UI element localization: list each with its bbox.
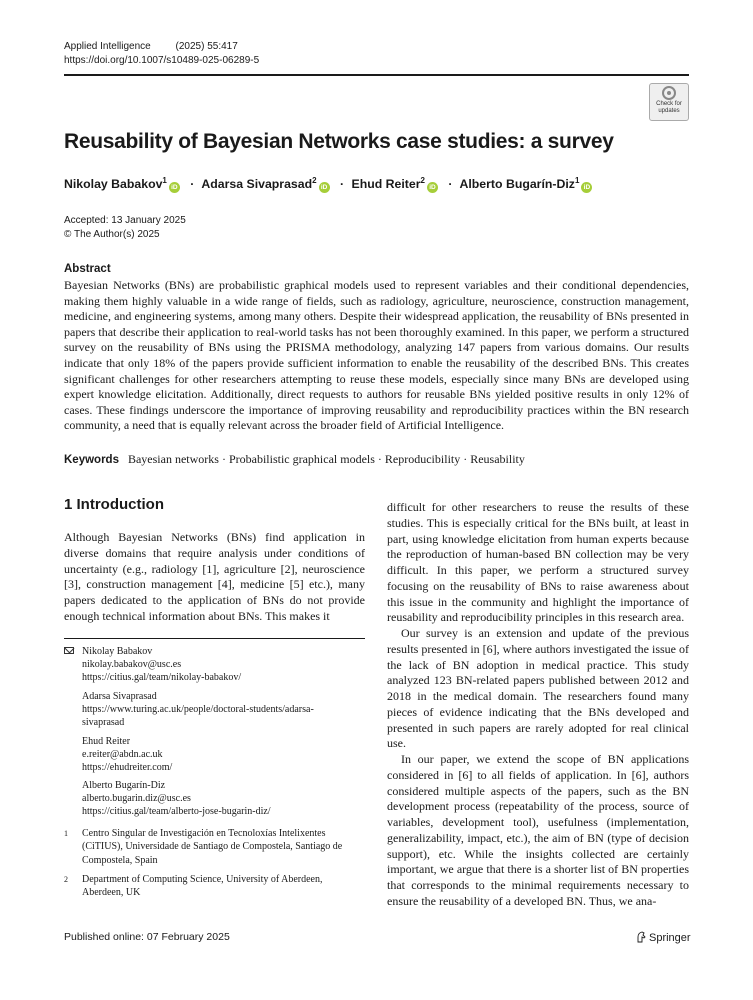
- publisher-logo: [636, 931, 691, 944]
- author-separator: ·: [190, 177, 195, 192]
- contact-name: Ehud Reiter: [82, 736, 131, 747]
- author-name[interactable]: Alberto Bugarín-Diz: [459, 177, 575, 192]
- contact-url[interactable]: https://www.turing.ac.uk/people/doctoral-students/adarsa-: [82, 704, 314, 716]
- contact-email[interactable]: alberto.bugarin.diz@usc.es: [82, 793, 191, 805]
- badge-line-1: Check for: [656, 101, 682, 107]
- contact-block-bugarin: [64, 779, 271, 819]
- orcid-icon[interactable]: iD: [427, 182, 438, 193]
- orcid-icon[interactable]: iD: [581, 182, 592, 193]
- section-heading-introduction: 1 Introduction: [64, 496, 164, 513]
- intro-left-paragraph: Although Bayesian Networks (BNs) find application in diverse domains that require analysis under conditions of uncertainty (e.g., radiology [1], agriculture [2], neuroscience [3], construction management [4], medicine [5] etc.), many papers dedicated to the application of BNs do not provide enough technical information about BNs. This makes it: [64, 530, 365, 623]
- intro-paragraph: difficult for other researchers to reuse the results of these studies. This is especially critical for the BNs built, at least in part, using knowledge elicitation from human experts because the reproduction of human-based BN collection may be very difficult. In this paper, we perform a structured survey focusing on the reusability of BNs to raise awareness about this issue in the community and highlight the importance of reusability and reproducibility principles in this research area.: [387, 500, 689, 625]
- accepted-date: Accepted: 13 January 2025: [64, 215, 186, 226]
- check-for-updates-badge[interactable]: [649, 83, 689, 121]
- author-list: [64, 176, 595, 193]
- contact-block-sivaprasad: [64, 690, 314, 730]
- contact-url[interactable]: https://ehudreiter.com/: [82, 762, 173, 774]
- doi-link[interactable]: https://doi.org/10.1007/s10489-025-06289-5: [64, 55, 260, 66]
- author-separator: ·: [339, 177, 345, 192]
- journal-citation: [64, 41, 238, 52]
- badge-line-2: updates: [658, 107, 680, 114]
- journal-name: Applied Intelligence: [64, 41, 151, 52]
- contact-email[interactable]: nikolay.babakov@usc.es: [82, 659, 182, 671]
- author-name[interactable]: Adarsa Sivaprasad: [201, 177, 313, 192]
- author-affiliation-mark: 1: [162, 176, 167, 185]
- author-affiliation-mark: 2: [420, 176, 425, 185]
- keywords-label: Keywords: [64, 454, 119, 466]
- abstract-body: Bayesian Networks (BNs) are probabilistic graphical models used to represent variables and their conditional dependencies, making them highly valuable in a wide range of fields, such as radiology, agriculture, neuroscience, construction management, medicine, and engineering systems, among many others. Despite their widespread application, the reusability of BNs presented in papers that describe their application to real-world tasks has not been thoroughly examined. In this paper, we perform a structured survey on the reusability of BNs using the PRISMA methodology, analyzing 147 papers from various domains. Our results indicate that only 18% of the papers provide sufficient information to enable the reusability of the described BNs. This creates significant challenges for other researchers attempting to reuse these models, especially since many BNs are developed using expert knowledge elicitation. Additionally, direct requests to authors for reusable BNs yielded positive results in only 12% of cases. These findings underscore the importance of improving reusability and reproducibility practices within the BN research community, a need that is equally relevant across the broader field of Artificial Intelligence.: [64, 278, 689, 433]
- keywords-list: Bayesian networks · Probabilistic graphical models · Reproducibility · Reusability: [127, 452, 525, 466]
- contact-email[interactable]: e.reiter@abdn.ac.uk: [82, 749, 163, 761]
- author-name[interactable]: Nikolay Babakov: [64, 177, 163, 192]
- keywords-section: [64, 452, 689, 467]
- orcid-icon[interactable]: iD: [169, 182, 180, 193]
- intro-paragraph: Our survey is an extension and update of the previous results presented in [6], where authors investigated the issue of the lack of BN adoption in medical practice. This study analyzed 123 BN-related papers published between 2012 and 2018 in the medical domain. The researchers found many pieces of evidence indicating that the BNs developed and presented in such papers are rarely adopted for real clinical use.: [387, 626, 689, 751]
- author-separator: ·: [448, 177, 453, 192]
- published-online-date: Published online: 07 February 2025: [64, 931, 230, 943]
- affiliation-1: [64, 827, 354, 867]
- abstract-heading: Abstract: [64, 263, 111, 275]
- contact-name: Nikolay Babakov: [82, 646, 153, 657]
- contact-name: Adarsa Sivaprasad: [82, 691, 157, 702]
- update-icon: [662, 86, 676, 100]
- affiliation-text: Department of Computing Science, University of Aberdeen, Aberdeen, UK: [82, 874, 323, 899]
- springer-horse-icon: [636, 931, 646, 943]
- affiliation-2: [64, 873, 354, 900]
- contact-url[interactable]: https://citius.gal/team/nikolay-babakov/: [82, 672, 242, 684]
- footnote-rule: [64, 638, 365, 639]
- contact-url[interactable]: https://citius.gal/team/alberto-jose-bugarin-diz/: [82, 806, 271, 818]
- orcid-icon[interactable]: iD: [319, 182, 330, 193]
- affiliation-number: 1: [64, 829, 68, 838]
- contact-block-babakov: [64, 645, 241, 685]
- author-affiliation-mark: 2: [312, 176, 317, 185]
- contact-block-reiter: [64, 735, 172, 775]
- affiliation-number: 2: [64, 875, 68, 884]
- contact-url-continued[interactable]: sivaprasad: [82, 717, 125, 729]
- author-name[interactable]: Ehud Reiter: [351, 177, 421, 192]
- copyright-notice: © The Author(s) 2025: [64, 229, 160, 240]
- affiliation-text: Centro Singular de Investigación en Tecnoloxías Intelixentes (CiTIUS), Universidade de Santiago de Compostela, Santiago de Compostela, Spain: [82, 828, 343, 866]
- publisher-name: Springer: [649, 932, 691, 944]
- intro-paragraph: In our paper, we extend the scope of BN applications considered in [6] to all fields of application. In [6], authors considered multiple aspects of the papers, such as the BN development process (repeatability of the process, source of variables, development tool), usefulness (implementation, generalizability, impact, etc.), the aim of BN (type of decision support), etc. While the insights collected are certainly important, we argue that there is a shorter list of BN properties that corresponds to the minimal requirements necessary to ensure the reusability of a developed BN. Thus, we ana-: [387, 752, 689, 908]
- author-affiliation-mark: 1: [574, 176, 580, 185]
- intro-right-column: [387, 500, 689, 910]
- journal-volume: (2025) 55:417: [175, 41, 238, 52]
- contact-name: Alberto Bugarín-Diz: [82, 780, 166, 791]
- paper-title: Reusability of Bayesian Networks case studies: a survey: [64, 130, 614, 153]
- mail-icon: [64, 647, 74, 654]
- header-rule: [64, 74, 689, 76]
